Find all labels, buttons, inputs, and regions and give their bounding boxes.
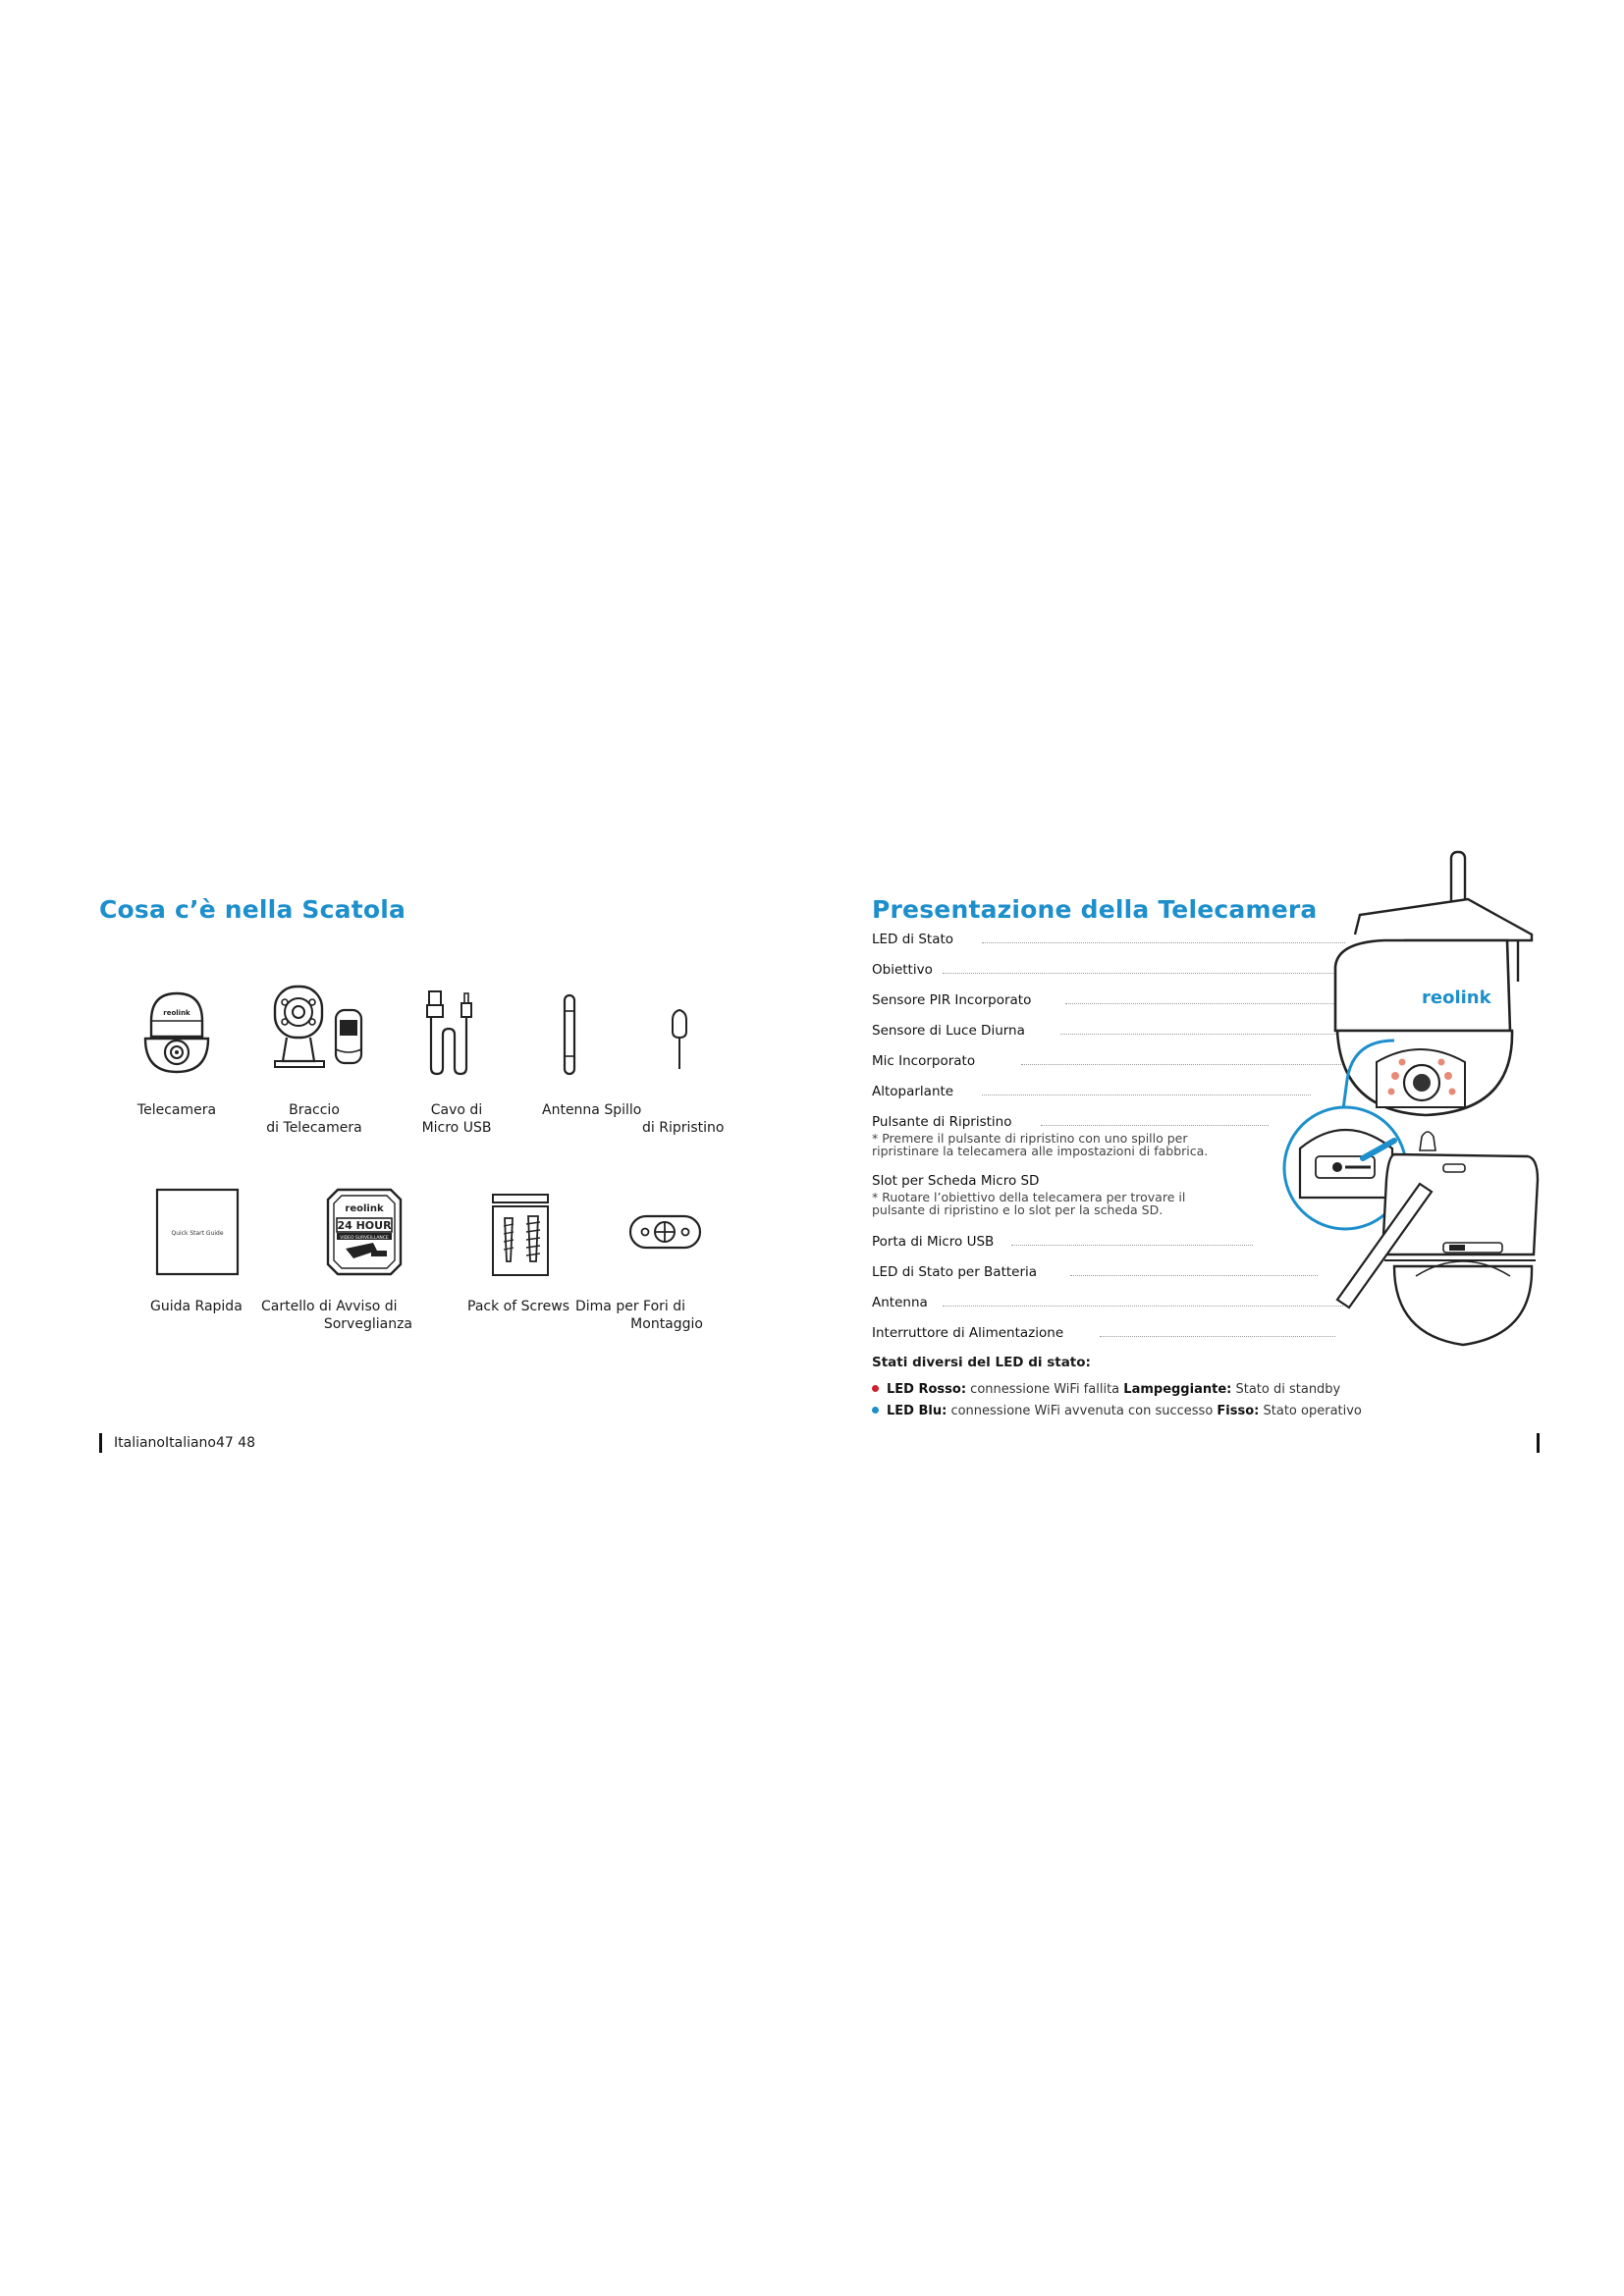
footer-bar-left [99, 1433, 102, 1453]
label-slot-sd: Slot per Scheda Micro SD [872, 1173, 1040, 1189]
led-blue-name: LED Blu: [887, 1404, 947, 1418]
sd-note-line2: pulsante di ripristino e lo slot per la scheda SD. [872, 1202, 1164, 1217]
caption-dima-line1: Dima per Fori di [575, 1299, 686, 1314]
leader-line [1041, 1125, 1269, 1126]
led-blue-text2: Stato operativo [1263, 1404, 1362, 1418]
caption-antenna-spillo: Antenna Spillo [542, 1102, 642, 1118]
label-obiettivo: Obiettivo [872, 962, 933, 978]
svg-text:reolink: reolink [163, 1009, 190, 1017]
led-red-text1: connessione WiFi fallita [970, 1382, 1120, 1397]
label-mic: Mic Incorporato [872, 1053, 976, 1069]
reset-note-line1: * Premere il pulsante di ripristino con uno spillo per [872, 1131, 1188, 1146]
label-porta-usb: Porta di Micro USB [872, 1234, 995, 1250]
led-blue-text1: connessione WiFi avvenuta con successo [950, 1404, 1214, 1418]
label-altoparlante: Altoparlante [872, 1084, 954, 1099]
usb-cable-icon [417, 980, 491, 1078]
caption-cartello-line2: Sorveglianza [323, 1316, 412, 1332]
warning-sign-icon [324, 1186, 405, 1276]
camera-icon [137, 982, 216, 1076]
screws-pack-icon [491, 1193, 550, 1277]
led-blue-mode: Fisso: [1217, 1404, 1260, 1418]
caption-braccio-line2: di Telecamera [266, 1120, 362, 1136]
leader-line [1011, 1245, 1253, 1246]
sd-note-line1: * Ruotare l’obiettivo della telecamera per trovare il [872, 1190, 1186, 1204]
reset-note-line2: ripristinare la telecamera alle impostazioni di fabbrica. [872, 1144, 1209, 1158]
antenna-icon [560, 991, 579, 1080]
led-red-text2: Stato di standby [1235, 1382, 1341, 1397]
led-red-mode: Lampeggiante: [1123, 1382, 1232, 1397]
label-led-stato: LED di Stato [872, 932, 954, 947]
caption-telecamera: Telecamera [136, 1102, 217, 1118]
hole-template-icon [628, 1212, 702, 1252]
caption-guida-rapida: Guida Rapida [150, 1299, 243, 1314]
label-pulsante-ripristino: Pulsante di Ripristino [872, 1114, 1012, 1130]
caption-di-ripristino: di Ripristino [642, 1120, 725, 1136]
label-sensore-pir: Sensore PIR Incorporato [872, 992, 1032, 1008]
caption-cavo-line1: Cavo di [430, 1102, 483, 1118]
caption-cavo-line2: Micro USB [421, 1120, 492, 1136]
quick-guide-icon [155, 1188, 240, 1276]
camera-brand: reolink [1422, 988, 1491, 1008]
caption-braccio-line1: Braccio [289, 1102, 340, 1118]
mount-icon [265, 977, 373, 1075]
sign-text: 24 HOUR [337, 1219, 392, 1232]
led-red-line [872, 1382, 1340, 1397]
caption-pack-of-screws: Pack of Screws [467, 1299, 569, 1314]
reset-needle-icon [670, 1006, 689, 1075]
sign-subtext: VIDEO SURVEILLANCE [340, 1236, 389, 1241]
blue-dot-icon [872, 1407, 879, 1414]
guide-cover-text: Quick Start Guide [171, 1230, 224, 1237]
sign-brand: reolink [345, 1203, 384, 1214]
label-sensore-luce: Sensore di Luce Diurna [872, 1023, 1025, 1039]
led-blue-line [872, 1404, 1362, 1418]
right-page-title: Presentazione della Telecamera [872, 895, 1318, 924]
label-led-batteria: LED di Stato per Batteria [872, 1264, 1038, 1280]
red-dot-icon [872, 1385, 879, 1392]
camera-diagram [1247, 844, 1542, 1364]
footer-page-numbers: ItalianoItaliano47 48 [114, 1435, 256, 1451]
label-interruttore: Interruttore di Alimentazione [872, 1325, 1064, 1341]
caption-dima-line2: Montaggio [630, 1316, 703, 1332]
led-red-name: LED Rosso: [887, 1382, 967, 1397]
left-page-title: Cosa c’è nella Scatola [99, 895, 406, 924]
caption-cartello-line1: Cartello di Avviso di [261, 1299, 398, 1314]
label-antenna: Antenna [872, 1295, 928, 1310]
led-status-title: Stati diversi del LED di stato: [872, 1355, 1091, 1370]
footer-bar-right [1537, 1433, 1540, 1453]
